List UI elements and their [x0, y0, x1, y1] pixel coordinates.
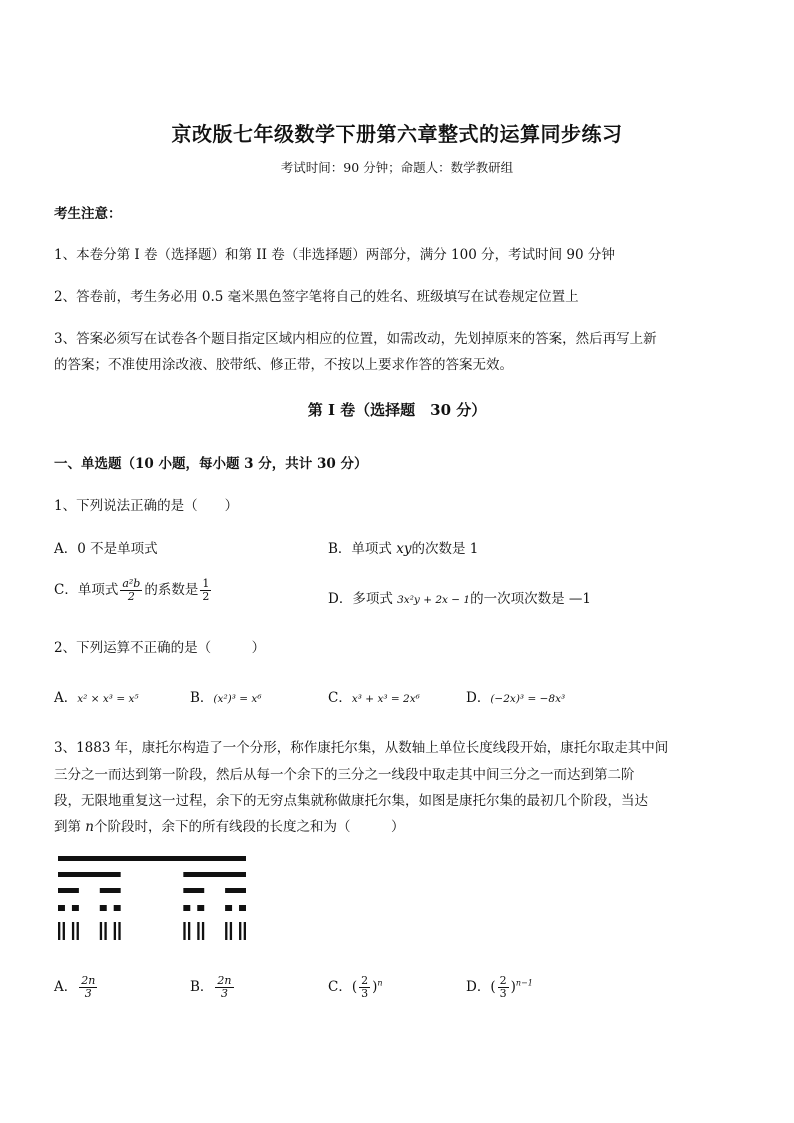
cantor-stage-3-segment — [100, 905, 107, 911]
question-2-option-c: C．x³ + x³ = 2x⁶ — [328, 690, 420, 706]
question-2-option-a: A．x² × x³ = x⁵ — [54, 690, 139, 706]
page-title: 京改版七年级数学下册第六章整式的运算同步练习 — [171, 122, 623, 146]
cantor-stage-3-segment — [197, 905, 204, 911]
cantor-stage-4-segment — [230, 922, 232, 940]
cantor-stage-4-segment — [239, 922, 241, 940]
cantor-stage-3-segment — [183, 905, 190, 911]
question-3-line-3: 段，无限地重复这一过程，余下的无穷点集就称做康托尔集，如图是康托尔集的最初几个阶段，当达 — [54, 793, 648, 809]
question-2-option-b: B．(x²)³ = x⁶ — [190, 690, 262, 706]
question-3-option-b: B． $\frac{2n}{3}$ — [190, 974, 232, 1001]
exam-meta: 考试时间：90 分钟；命题人：数学教研组 — [280, 160, 514, 175]
cantor-stage-4-segment — [202, 922, 204, 940]
question-3-line-1: 3、1883 年，康托尔构造了一个分形，称作康托尔集，从数轴上单位长度线段开始，康托尔取走其中间 — [54, 740, 669, 756]
notice-heading: 考生注意： — [54, 206, 122, 222]
cantor-stage-3-segment — [58, 905, 65, 911]
cantor-stage-3-segment — [239, 905, 246, 911]
cantor-stage-4-segment — [100, 922, 102, 940]
cantor-stage-2-segment — [58, 888, 79, 893]
question-1-option-d: D．多项式 3x²y + 2x − 1的一次项次数是 —1 — [328, 591, 591, 607]
cantor-stage-3-segment — [225, 905, 232, 911]
cantor-stage-4-segment — [77, 922, 79, 940]
cantor-stage-2-segment — [100, 888, 121, 893]
cantor-set-figure — [56, 852, 248, 952]
cantor-stage-3-segment — [114, 905, 121, 911]
notice-item-3-line-1: 3、答案必须写在试卷各个题目指定区域内相应的位置，如需改动，先划掉原来的答案，然后再写上新 — [54, 331, 657, 347]
question-3-option-d: D．( $\frac{2}{3}$ )$^{n-1}$ — [466, 974, 533, 1001]
cantor-stage-4-segment — [197, 922, 199, 940]
question-1-stem: 1、下列说法正确的是（ ） — [54, 498, 239, 514]
cantor-stage-3-segment — [72, 905, 79, 911]
cantor-stage-4-segment — [63, 922, 65, 940]
cantor-stage-4-segment — [114, 922, 116, 940]
question-3-line-4: 到第 n个阶段时，余下的所有线段的长度之和为（ ） — [54, 819, 405, 835]
question-2-stem: 2、下列运算不正确的是（ ） — [54, 640, 266, 656]
question-1-option-c: C．单项式 $\frac{\text{a²b}}{2}$ 的系数是 $\frac{1}{2}$ — [54, 577, 210, 604]
question-3-option-a: A． $\frac{2n}{3}$ — [54, 974, 96, 1001]
cantor-stage-4-segment — [183, 922, 185, 940]
cantor-stage-4-segment — [188, 922, 190, 940]
cantor-stage-0-segment — [58, 856, 246, 861]
cantor-stage-4-segment — [118, 922, 120, 940]
part-heading: 一、单选题（10 小题，每小题 3 分，共计 30 分） — [54, 456, 368, 472]
question-3-option-c: C．( $\frac{2}{3}$ )$^n$ — [328, 974, 383, 1001]
cantor-stage-4-segment — [72, 922, 74, 940]
cantor-stage-4-segment — [225, 922, 227, 940]
cantor-stage-4-segment — [104, 922, 106, 940]
cantor-stage-1-segment — [183, 872, 246, 877]
section-title: 第 I 卷（选择题 30 分） — [307, 401, 487, 419]
question-1-option-a: A．0 不是单项式 — [54, 541, 158, 557]
cantor-stage-4-segment — [58, 922, 60, 940]
notice-item-1: 1、本卷分第 I 卷（选择题）和第 II 卷（非选择题）两部分，满分 100 分，考试时间 90 分钟 — [54, 247, 615, 263]
cantor-stage-2-segment — [183, 888, 204, 893]
question-1-option-b: B．单项式 xy的次数是 1 — [328, 541, 479, 557]
notice-item-3-line-2: 的答案；不准使用涂改液、胶带纸、修正带，不按以上要求作答的答案无效。 — [54, 357, 513, 373]
question-3-line-2: 三分之一而达到第一阶段，然后从每一个余下的三分之一线段中取走其中间三分之一而达到第二阶 — [54, 767, 635, 783]
cantor-stage-2-segment — [225, 888, 246, 893]
question-2-option-d: D．(−2x)³ = −8x³ — [466, 690, 566, 706]
cantor-stage-4-segment — [244, 922, 246, 940]
cantor-stage-1-segment — [58, 872, 121, 877]
notice-item-2: 2、答卷前，考生务必用 0.5 毫米黑色签字笔将自己的姓名、班级填写在试卷规定位置上 — [54, 289, 579, 305]
